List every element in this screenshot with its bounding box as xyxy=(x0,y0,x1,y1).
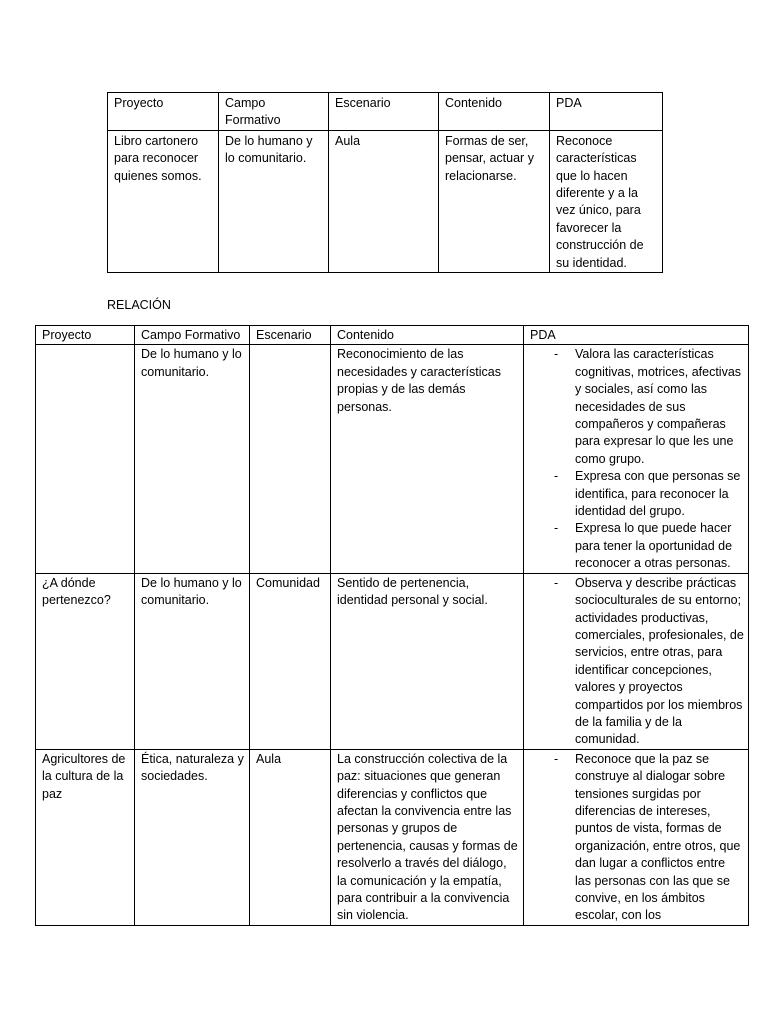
pda-list xyxy=(530,346,744,572)
header-cell: Escenario xyxy=(329,93,439,131)
cell-pda xyxy=(524,573,749,749)
header-cell: Proyecto xyxy=(108,93,219,131)
header-cell: Proyecto xyxy=(36,326,135,345)
cell-contenido: Reconocimiento de las necesidades y características propias y de las demás personas. xyxy=(331,345,524,573)
cell-campo: De lo humano y lo comunitario. xyxy=(135,573,250,749)
pda-list-item: - Expresa con que personas se identifica, para reconocer la identidad del grupo. xyxy=(530,468,744,520)
cell-escenario: Comunidad xyxy=(250,573,331,749)
section-heading-relacion: RELACIÓN xyxy=(107,298,171,312)
cell-pda: Reconoce características que lo hacen diferente y a la vez único, para favorecer la construcción de su identidad. xyxy=(550,130,663,272)
header-cell: Campo Formativo xyxy=(219,93,329,131)
header-cell: Contenido xyxy=(331,326,524,345)
cell-proyecto: Libro cartonero para reconocer quienes somos. xyxy=(108,130,219,272)
table-row xyxy=(36,573,749,749)
project-summary-table xyxy=(107,92,663,273)
cell-pda xyxy=(524,345,749,573)
table-row xyxy=(36,749,749,925)
cell-escenario: Aula xyxy=(250,749,331,925)
cell-contenido: La construcción colectiva de la paz: situaciones que generan diferencias y conflictos que afectan la convivencia entre las personas y grupos de pertenencia, causas y formas de resolverlo a través del diálogo, la comunicación y la empatía, para contribuir a la convivencia sin violencia. xyxy=(331,749,524,925)
pda-list xyxy=(530,575,744,749)
table-header-row xyxy=(108,93,663,131)
cell-escenario: Aula xyxy=(329,130,439,272)
cell-proyecto: Agricultores de la cultura de la paz xyxy=(36,749,135,925)
cell-campo: De lo humano y lo comunitario. xyxy=(135,345,250,573)
cell-proyecto xyxy=(36,345,135,573)
pda-list-item: - Valora las características cognitivas, motrices, afectivas y sociales, así como las necesidades de sus compañeros y compañeras para expresar lo que les une como grupo. xyxy=(530,346,744,468)
cell-contenido: Sentido de pertenencia, identidad personal y social. xyxy=(331,573,524,749)
header-cell: Escenario xyxy=(250,326,331,345)
cell-proyecto: ¿A dónde pertenezco? xyxy=(36,573,135,749)
header-cell: PDA xyxy=(524,326,749,345)
cell-campo: De lo humano y lo comunitario. xyxy=(219,130,329,272)
relation-table xyxy=(35,325,749,926)
header-cell: Campo Formativo xyxy=(135,326,250,345)
header-cell: PDA xyxy=(550,93,663,131)
cell-pda xyxy=(524,749,749,925)
cell-escenario xyxy=(250,345,331,573)
cell-campo: Ética, naturaleza y sociedades. xyxy=(135,749,250,925)
table-header-row xyxy=(36,326,749,345)
pda-list-item: - Expresa lo que puede hacer para tener la oportunidad de reconocer a otras personas. xyxy=(530,520,744,572)
table-row xyxy=(108,130,663,272)
pda-list xyxy=(530,751,744,925)
table-row xyxy=(36,345,749,573)
header-cell: Contenido xyxy=(439,93,550,131)
pda-list-item: - Observa y describe prácticas socioculturales de su entorno; actividades productivas, comerciales, profesionales, de servicios, entre otras, para identificar concepciones, valores y proyectos compartidos por los miembros de la familia y de la comunidad. xyxy=(530,575,744,749)
pda-list-item: - Reconoce que la paz se construye al dialogar sobre tensiones surgidas por diferencias de intereses, puntos de vista, formas de organización, entre otros, que dan lugar a conflictos entre las personas con las que se convive, en los ámbitos escolar, con los xyxy=(530,751,744,925)
cell-contenido: Formas de ser, pensar, actuar y relacionarse. xyxy=(439,130,550,272)
